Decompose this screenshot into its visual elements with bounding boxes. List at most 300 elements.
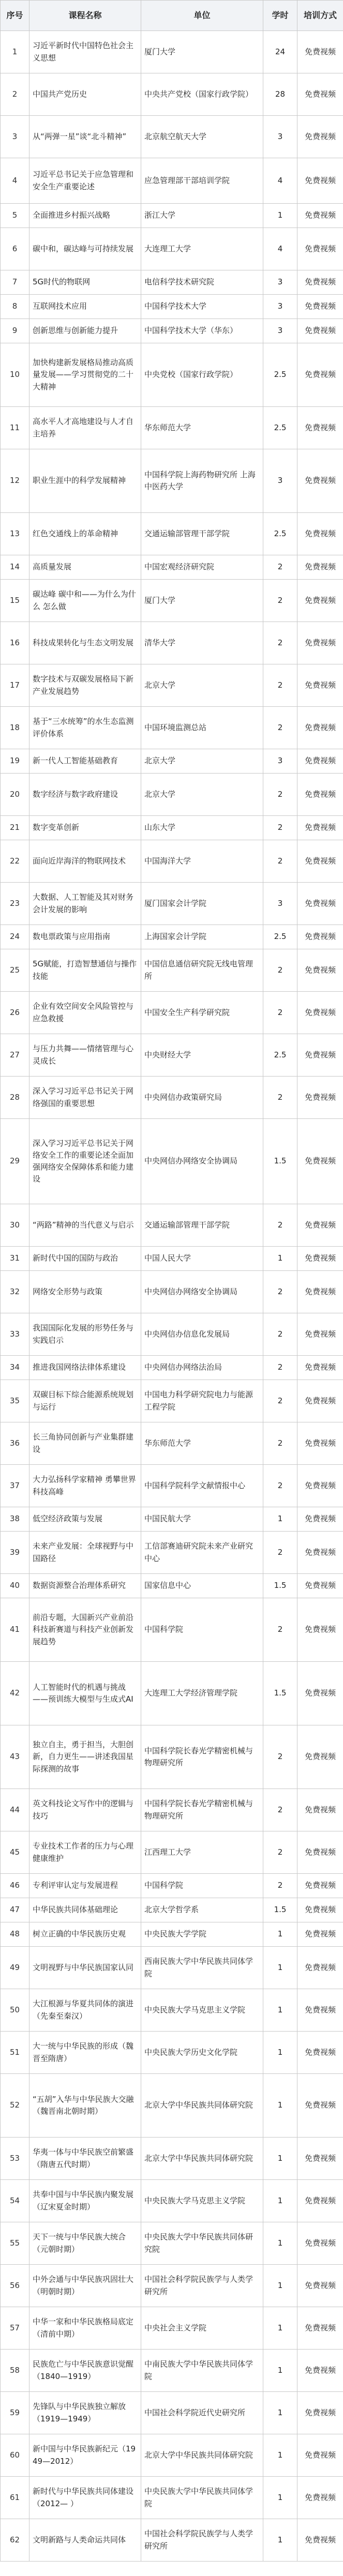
cell-training-mode: 免费视频 xyxy=(297,1898,343,1922)
cell-hours: 2 xyxy=(263,774,297,816)
cell-no: 39 xyxy=(1,1532,29,1574)
cell-hours: 2 xyxy=(263,1422,297,1465)
cell-training-mode: 免费视频 xyxy=(297,1831,343,1874)
cell-unit: 中央社会主义学院 xyxy=(141,2307,263,2350)
cell-no: 1 xyxy=(1,31,29,73)
cell-unit: 北京大学中华民族共同体研究院 xyxy=(141,2074,263,2138)
cell-no: 31 xyxy=(1,1247,29,1271)
cell-unit: 西南民族大学中华民族共同体学院 xyxy=(141,1947,263,1989)
cell-no: 62 xyxy=(1,2519,29,2562)
cell-course-name: 文明新路与人类命运共同体 xyxy=(29,2519,141,2562)
cell-course-name: 数电票政策与应用指南 xyxy=(29,925,141,949)
cell-no: 14 xyxy=(1,555,29,580)
table-row xyxy=(1,204,343,228)
cell-no: 41 xyxy=(1,1598,29,1662)
cell-training-mode: 免费视频 xyxy=(297,158,343,204)
cell-no: 8 xyxy=(1,295,29,319)
cell-training-mode: 免费视频 xyxy=(297,1356,343,1380)
cell-hours: 2 xyxy=(263,707,297,749)
cell-course-name: “五胡”入华与中华民族大交融（魏晋南北朝时期） xyxy=(29,2074,141,2138)
cell-course-name: 与压力共舞——情绪管理与心灵成长 xyxy=(29,1034,141,1077)
table-row xyxy=(1,2350,343,2392)
cell-no: 29 xyxy=(1,1119,29,1204)
cell-hours: 3 xyxy=(263,319,297,343)
cell-course-name: 长三角协同创新与产业集群建设 xyxy=(29,1422,141,1465)
cell-no: 32 xyxy=(1,1271,29,1313)
cell-training-mode: 免费视频 xyxy=(297,1247,343,1271)
cell-unit: 清华大学 xyxy=(141,622,263,664)
cell-hours: 1 xyxy=(263,2477,297,2519)
cell-course-name: 从“两弹一星”谈“北斗精神” xyxy=(29,116,141,158)
cell-course-name: 高质量发展 xyxy=(29,555,141,580)
cell-no: 57 xyxy=(1,2307,29,2350)
cell-course-name: 深入学习习近平总书记关于网络安全工作的重要论述全面加强网络安全保障体系和能力建设 xyxy=(29,1119,141,1204)
cell-unit: 中央网信办网络法治局 xyxy=(141,1356,263,1380)
cell-training-mode: 免费视频 xyxy=(297,1313,343,1356)
cell-unit: 中国人民大学 xyxy=(141,1247,263,1271)
cell-training-mode: 免费视频 xyxy=(297,2307,343,2350)
cell-course-name: 大一统与中华民族的形成（魏晋至隋唐） xyxy=(29,2032,141,2074)
table-row xyxy=(1,622,343,664)
cell-training-mode: 免费视频 xyxy=(297,1422,343,1465)
table-row xyxy=(1,1247,343,1271)
cell-course-name: 数字经济与数字政府建设 xyxy=(29,774,141,816)
cell-hours: 1 xyxy=(263,2138,297,2180)
cell-training-mode: 免费视频 xyxy=(297,407,343,449)
cell-course-name: 科技成果转化与生态文明发展 xyxy=(29,622,141,664)
cell-unit: 中国安全生产科学研究院 xyxy=(141,992,263,1034)
cell-unit: 国家信息中心 xyxy=(141,1574,263,1598)
cell-unit: 中央民族大学历史文化学院 xyxy=(141,2032,263,2074)
cell-course-name: “两路”精神的当代意义与启示 xyxy=(29,1204,141,1247)
cell-no: 3 xyxy=(1,116,29,158)
cell-training-mode: 免费视频 xyxy=(297,1789,343,1831)
cell-no: 60 xyxy=(1,2434,29,2477)
cell-no: 21 xyxy=(1,816,29,840)
cell-hours: 2.5 xyxy=(263,1034,297,1077)
cell-training-mode: 免费视频 xyxy=(297,2477,343,2519)
cell-hours: 2 xyxy=(263,992,297,1034)
cell-hours: 2 xyxy=(263,1313,297,1356)
cell-no: 16 xyxy=(1,622,29,664)
cell-hours: 2 xyxy=(263,1271,297,1313)
cell-no: 61 xyxy=(1,2477,29,2519)
cell-no: 26 xyxy=(1,992,29,1034)
cell-no: 37 xyxy=(1,1465,29,1507)
cell-unit: 北京大学 xyxy=(141,749,263,774)
cell-training-mode: 免费视频 xyxy=(297,1947,343,1989)
cell-unit: 中南民族大学中华民族共同体学院 xyxy=(141,2350,263,2392)
cell-hours: 1 xyxy=(263,2032,297,2074)
cell-unit: 中国信息通信研究院无线电管理所 xyxy=(141,949,263,992)
cell-training-mode: 免费视频 xyxy=(297,1204,343,1247)
cell-no: 19 xyxy=(1,749,29,774)
cell-no: 55 xyxy=(1,2222,29,2265)
cell-course-name: 全面推进乡村振兴战略 xyxy=(29,204,141,228)
cell-no: 49 xyxy=(1,1947,29,1989)
cell-no: 10 xyxy=(1,343,29,407)
table-row xyxy=(1,1831,343,1874)
cell-course-name: 互联网技术应用 xyxy=(29,295,141,319)
cell-training-mode: 免费视频 xyxy=(297,992,343,1034)
cell-course-name: 专业技术工作者的压力与心理健康维护 xyxy=(29,1831,141,1874)
table-row xyxy=(1,1532,343,1574)
table-row xyxy=(1,1662,343,1725)
cell-course-name: 推进我国网络法律体系建设 xyxy=(29,1356,141,1380)
table-row xyxy=(1,2477,343,2519)
cell-unit: 中国科学技术大学（华东） xyxy=(141,319,263,343)
table-row xyxy=(1,1725,343,1789)
table-row xyxy=(1,1922,343,1947)
cell-hours: 28 xyxy=(263,73,297,116)
cell-unit: 中央共产党校（国家行政学院） xyxy=(141,73,263,116)
table-row xyxy=(1,2265,343,2307)
cell-unit: 北京大学哲学系 xyxy=(141,1898,263,1922)
cell-no: 51 xyxy=(1,2032,29,2074)
cell-hours: 1.5 xyxy=(263,1662,297,1725)
table-row xyxy=(1,2434,343,2477)
cell-course-name: 企业有效空间安全风险管控与应急救援 xyxy=(29,992,141,1034)
cell-course-name: 中华一家和中华民族格局底定（清前中期） xyxy=(29,2307,141,2350)
cell-hours: 1 xyxy=(263,1507,297,1532)
table-row xyxy=(1,707,343,749)
cell-training-mode: 免费视频 xyxy=(297,664,343,707)
cell-no: 7 xyxy=(1,270,29,295)
cell-course-name: 人工智能时代的机遇与挑战——预训练大模型与生成式AI xyxy=(29,1662,141,1725)
table-row xyxy=(1,883,343,925)
cell-unit: 中央网信办信息化发展局 xyxy=(141,1313,263,1356)
header-course-name: 课程名称 xyxy=(29,1,141,31)
cell-no: 28 xyxy=(1,1077,29,1119)
table-row xyxy=(1,1574,343,1598)
cell-course-name: 低空经济政策与发展 xyxy=(29,1507,141,1532)
cell-training-mode: 免费视频 xyxy=(297,2392,343,2434)
cell-hours: 1 xyxy=(263,204,297,228)
cell-course-name: 中外会通与中华民族巩固壮大（明朝时期） xyxy=(29,2265,141,2307)
cell-course-name: 数字技术与双碳发展格局下新产业发展趋势 xyxy=(29,664,141,707)
cell-hours: 2 xyxy=(263,1077,297,1119)
cell-course-name: 专利评审认定与发展进程 xyxy=(29,1874,141,1898)
table-row xyxy=(1,1465,343,1507)
cell-course-name: 树立正确的中华民族历史观 xyxy=(29,1922,141,1947)
cell-training-mode: 免费视频 xyxy=(297,883,343,925)
table-row xyxy=(1,555,343,580)
cell-hours: 2 xyxy=(263,816,297,840)
cell-hours: 2 xyxy=(263,664,297,707)
cell-course-name: 共奉中国与中华民族内聚发展（辽宋夏金时期） xyxy=(29,2180,141,2222)
cell-unit: 山东大学 xyxy=(141,816,263,840)
cell-hours: 2 xyxy=(263,1356,297,1380)
table-row xyxy=(1,228,343,270)
cell-unit: 中央财经大学 xyxy=(141,1034,263,1077)
cell-no: 33 xyxy=(1,1313,29,1356)
cell-course-name: 先锋队与中华民族独立解放（1919—1949） xyxy=(29,2392,141,2434)
cell-no: 53 xyxy=(1,2138,29,2180)
cell-training-mode: 免费视频 xyxy=(297,555,343,580)
cell-no: 6 xyxy=(1,228,29,270)
table-row xyxy=(1,158,343,204)
cell-unit: 中央民族大学中华民族共同体学院 xyxy=(141,2477,263,2519)
cell-hours: 2.5 xyxy=(263,343,297,407)
cell-course-name: 加快构建新发展格局推动高质量发展——学习贯彻党的二十大精神 xyxy=(29,343,141,407)
table-row xyxy=(1,2180,343,2222)
cell-training-mode: 免费视频 xyxy=(297,1874,343,1898)
table-row xyxy=(1,1874,343,1898)
cell-unit: 交通运输部管理干部学院 xyxy=(141,513,263,555)
cell-unit: 厦门大学 xyxy=(141,31,263,73)
cell-training-mode: 免费视频 xyxy=(297,295,343,319)
cell-unit: 中国民航大学 xyxy=(141,1507,263,1532)
cell-training-mode: 免费视频 xyxy=(297,449,343,513)
cell-unit: 中央网信办网络安全协调局 xyxy=(141,1119,263,1204)
cell-course-name: 新一代人工智能基础教育 xyxy=(29,749,141,774)
cell-unit: 北京航空航天大学 xyxy=(141,116,263,158)
cell-training-mode: 免费视频 xyxy=(297,270,343,295)
cell-training-mode: 免费视频 xyxy=(297,1077,343,1119)
cell-unit: 工信部赛迪研究院未来产业研究中心 xyxy=(141,1532,263,1574)
cell-hours: 2 xyxy=(263,1465,297,1507)
cell-no: 43 xyxy=(1,1725,29,1789)
table-row xyxy=(1,1989,343,2032)
table-row xyxy=(1,1356,343,1380)
cell-course-name: 中国共产党历史 xyxy=(29,73,141,116)
cell-course-name: 面向近岸海洋的物联网技术 xyxy=(29,840,141,883)
table-row xyxy=(1,319,343,343)
cell-training-mode: 免费视频 xyxy=(297,1465,343,1507)
table-row xyxy=(1,749,343,774)
cell-hours: 1 xyxy=(263,2307,297,2350)
cell-course-name: 天下一统与中华民族大统合（元朝时期） xyxy=(29,2222,141,2265)
cell-training-mode: 免费视频 xyxy=(297,1271,343,1313)
cell-hours: 2 xyxy=(263,1380,297,1422)
cell-hours: 2 xyxy=(263,1874,297,1898)
cell-no: 24 xyxy=(1,925,29,949)
table-row xyxy=(1,580,343,622)
cell-hours: 1 xyxy=(263,2519,297,2562)
cell-hours: 1 xyxy=(263,2265,297,2307)
table-row xyxy=(1,949,343,992)
cell-training-mode: 免费视频 xyxy=(297,2032,343,2074)
cell-hours: 1.5 xyxy=(263,1574,297,1598)
table-row xyxy=(1,449,343,513)
cell-hours: 1.5 xyxy=(263,1119,297,1204)
cell-hours: 1 xyxy=(263,2392,297,2434)
cell-training-mode: 免费视频 xyxy=(297,2222,343,2265)
table-row xyxy=(1,1077,343,1119)
cell-hours: 1 xyxy=(263,2180,297,2222)
cell-no: 4 xyxy=(1,158,29,204)
cell-course-name: 习近平新时代中国特色社会主义思想 xyxy=(29,31,141,73)
cell-no: 25 xyxy=(1,949,29,992)
cell-hours: 1 xyxy=(263,2222,297,2265)
cell-unit: 应急管理部干部培训学院 xyxy=(141,158,263,204)
table-row xyxy=(1,1271,343,1313)
cell-no: 9 xyxy=(1,319,29,343)
cell-unit: 浙江大学 xyxy=(141,204,263,228)
cell-course-name: 大数据、人工智能及其对财务会计发展的影响 xyxy=(29,883,141,925)
table-body xyxy=(1,31,343,2562)
table-row xyxy=(1,343,343,407)
cell-hours: 2 xyxy=(263,1725,297,1789)
cell-unit: 厦门大学 xyxy=(141,580,263,622)
table-row xyxy=(1,2519,343,2562)
cell-no: 48 xyxy=(1,1922,29,1947)
cell-unit: 中国宏观经济研究院 xyxy=(141,555,263,580)
cell-no: 45 xyxy=(1,1831,29,1874)
cell-hours: 2 xyxy=(263,1831,297,1874)
table-row xyxy=(1,1789,343,1831)
cell-no: 40 xyxy=(1,1574,29,1598)
cell-unit: 厦门国家会计学院 xyxy=(141,883,263,925)
header-row xyxy=(1,1,343,31)
cell-no: 15 xyxy=(1,580,29,622)
cell-training-mode: 免费视频 xyxy=(297,2138,343,2180)
cell-hours: 3 xyxy=(263,270,297,295)
table-row xyxy=(1,2138,343,2180)
cell-no: 35 xyxy=(1,1380,29,1422)
table-row xyxy=(1,992,343,1034)
table-row xyxy=(1,2074,343,2138)
cell-training-mode: 免费视频 xyxy=(297,2074,343,2138)
cell-training-mode: 免费视频 xyxy=(297,580,343,622)
cell-course-name: 数字变革创新 xyxy=(29,816,141,840)
table-row xyxy=(1,1204,343,1247)
cell-no: 46 xyxy=(1,1874,29,1898)
cell-training-mode: 免费视频 xyxy=(297,2434,343,2477)
table-row xyxy=(1,1507,343,1532)
table-row xyxy=(1,407,343,449)
cell-training-mode: 免费视频 xyxy=(297,1574,343,1598)
cell-unit: 中国社会科学院民族学与人类学研究所 xyxy=(141,2265,263,2307)
cell-unit: 北京大学中华民族共同体研究院 xyxy=(141,2138,263,2180)
table-row xyxy=(1,1422,343,1465)
cell-course-name: 中华民族共同体基础理论 xyxy=(29,1898,141,1922)
cell-training-mode: 免费视频 xyxy=(297,319,343,343)
cell-training-mode: 免费视频 xyxy=(297,1532,343,1574)
table-row xyxy=(1,270,343,295)
cell-no: 42 xyxy=(1,1662,29,1725)
cell-course-name: 基于“三水统筹”的水生态监测评价体系 xyxy=(29,707,141,749)
cell-no: 18 xyxy=(1,707,29,749)
cell-unit: 北京大学 xyxy=(141,774,263,816)
table-row xyxy=(1,1313,343,1356)
cell-unit: 江西理工大学 xyxy=(141,1831,263,1874)
cell-course-name: 网络安全形势与政策 xyxy=(29,1271,141,1313)
cell-unit: 大连理工大学 xyxy=(141,228,263,270)
cell-course-name: 大江根源与华夏共同体的演进（先秦至秦汉） xyxy=(29,1989,141,2032)
header-unit: 单位 xyxy=(141,1,263,31)
table-row xyxy=(1,1380,343,1422)
cell-hours: 2 xyxy=(263,1789,297,1831)
cell-hours: 2 xyxy=(263,555,297,580)
cell-course-name: 我国国际化发展的形势任务与实践启示 xyxy=(29,1313,141,1356)
cell-training-mode: 免费视频 xyxy=(297,707,343,749)
cell-training-mode: 免费视频 xyxy=(297,816,343,840)
cell-unit: 中央民族大学马克思主义学院 xyxy=(141,1989,263,2032)
cell-course-name: 高水平人才高地建设与人才自主培养 xyxy=(29,407,141,449)
cell-unit: 中国科学院长春光学精密机械与物理研究所 xyxy=(141,1789,263,1831)
cell-unit: 中国科学院长春光学精密机械与物理研究所 xyxy=(141,1725,263,1789)
cell-training-mode: 免费视频 xyxy=(297,925,343,949)
cell-course-name: 独立自主，勇于担当，大胆创新，自力更生——讲述我国星际探测的故事 xyxy=(29,1725,141,1789)
cell-hours: 1 xyxy=(263,2434,297,2477)
cell-hours: 2 xyxy=(263,840,297,883)
cell-hours: 2 xyxy=(263,580,297,622)
cell-training-mode: 免费视频 xyxy=(297,228,343,270)
cell-unit: 中国电力科学研究院电力与能源工程学院 xyxy=(141,1380,263,1422)
table-row xyxy=(1,664,343,707)
table-row xyxy=(1,295,343,319)
table-row xyxy=(1,1598,343,1662)
cell-unit: 大连理工大学经济管理学院 xyxy=(141,1662,263,1725)
cell-course-name: 新时代中国的国防与政治 xyxy=(29,1247,141,1271)
table-row xyxy=(1,2222,343,2265)
cell-unit: 交通运输部管理干部学院 xyxy=(141,1204,263,1247)
cell-hours: 4 xyxy=(263,158,297,204)
cell-hours: 2.5 xyxy=(263,407,297,449)
cell-unit: 电信科学技术研究院 xyxy=(141,270,263,295)
cell-hours: 2 xyxy=(263,622,297,664)
table-row xyxy=(1,1898,343,1922)
cell-hours: 3 xyxy=(263,295,297,319)
cell-hours: 1 xyxy=(263,1247,297,1271)
cell-no: 27 xyxy=(1,1034,29,1077)
cell-hours: 2.5 xyxy=(263,513,297,555)
cell-course-name: 创新思维与创新能力提升 xyxy=(29,319,141,343)
cell-unit: 中国科学技术大学 xyxy=(141,295,263,319)
cell-training-mode: 免费视频 xyxy=(297,1662,343,1725)
cell-unit: 中国科学院 xyxy=(141,1598,263,1662)
cell-no: 5 xyxy=(1,204,29,228)
cell-hours: 3 xyxy=(263,749,297,774)
table-row xyxy=(1,774,343,816)
cell-unit: 中国社会科学院近代史研究所 xyxy=(141,2392,263,2434)
table-row xyxy=(1,1034,343,1077)
cell-unit: 华东师范大学 xyxy=(141,407,263,449)
cell-no: 22 xyxy=(1,840,29,883)
cell-unit: 华东师范大学 xyxy=(141,1422,263,1465)
cell-training-mode: 免费视频 xyxy=(297,1989,343,2032)
cell-no: 58 xyxy=(1,2350,29,2392)
cell-no: 54 xyxy=(1,2180,29,2222)
cell-no: 56 xyxy=(1,2265,29,2307)
cell-hours: 1 xyxy=(263,1989,297,2032)
cell-course-name: 前沿专题，大国新兴产业前沿科技新赛道与科技产业创新发展趋势 xyxy=(29,1598,141,1662)
cell-no: 50 xyxy=(1,1989,29,2032)
cell-unit: 中央网信办政策研究局 xyxy=(141,1077,263,1119)
cell-training-mode: 免费视频 xyxy=(297,2350,343,2392)
cell-course-name: 英文科技论文写作中的逻辑与技巧 xyxy=(29,1789,141,1831)
cell-hours: 2.5 xyxy=(263,925,297,949)
cell-no: 20 xyxy=(1,774,29,816)
cell-no: 47 xyxy=(1,1898,29,1922)
cell-hours: 2 xyxy=(263,1598,297,1662)
cell-course-name: 5G赋能，打造智慧通信与操作技能 xyxy=(29,949,141,992)
cell-unit: 中央网信办网络安全协调局 xyxy=(141,1271,263,1313)
cell-hours: 1 xyxy=(263,1922,297,1947)
cell-hours: 24 xyxy=(263,31,297,73)
cell-hours: 1 xyxy=(263,2074,297,2138)
cell-hours: 2 xyxy=(263,1532,297,1574)
cell-course-name: 文明视野与中华民族国家认同 xyxy=(29,1947,141,1989)
cell-training-mode: 免费视频 xyxy=(297,949,343,992)
cell-course-name: 民族危亡与中华民族意识觉醒（1840—1919） xyxy=(29,2350,141,2392)
cell-no: 2 xyxy=(1,73,29,116)
cell-course-name: 华夷一体与中华民族空前繁盛（隋唐五代时期） xyxy=(29,2138,141,2180)
cell-course-name: 5G时代的物联网 xyxy=(29,270,141,295)
cell-course-name: 大力弘扬科学家精神 勇攀世界科技高峰 xyxy=(29,1465,141,1507)
cell-course-name: 新时代与中华民族共同体建设（2012— ） xyxy=(29,2477,141,2519)
